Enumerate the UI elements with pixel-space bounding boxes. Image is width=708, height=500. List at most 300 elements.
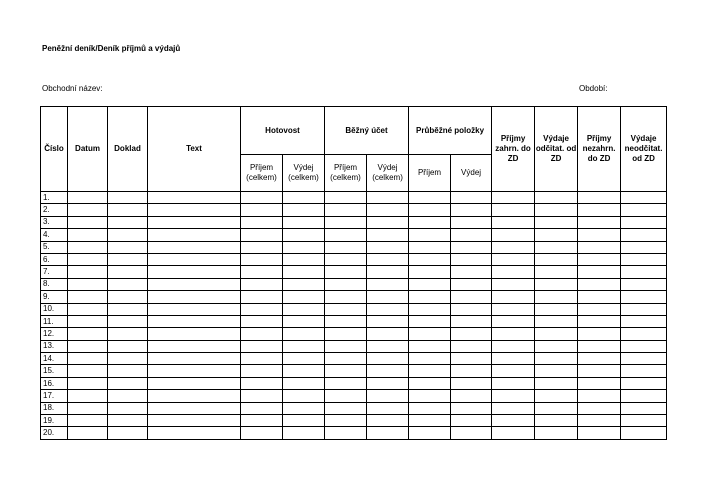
header-prubezne-vydej: Výdej xyxy=(451,155,492,192)
table-cell xyxy=(492,340,535,352)
table-cell xyxy=(68,340,108,352)
table-cell xyxy=(535,328,578,340)
table-cell xyxy=(283,340,325,352)
table-cell xyxy=(283,365,325,377)
table-cell xyxy=(492,415,535,427)
table-cell xyxy=(535,365,578,377)
table-cell xyxy=(451,204,492,216)
table-cell xyxy=(535,353,578,365)
table-row xyxy=(41,229,667,241)
table-cell xyxy=(68,241,108,253)
table-cell xyxy=(621,365,667,377)
table-cell xyxy=(108,278,148,290)
table-cell xyxy=(621,278,667,290)
table-cell xyxy=(108,266,148,278)
table-cell xyxy=(148,315,241,327)
table-cell xyxy=(621,402,667,414)
table-cell xyxy=(325,340,367,352)
table-cell xyxy=(148,278,241,290)
table-cell xyxy=(68,291,108,303)
table-cell xyxy=(492,365,535,377)
table-cell xyxy=(409,192,451,204)
header-bezny-ucet-prijem: Příjem (celkem) xyxy=(325,155,367,192)
header-hotovost: Hotovost xyxy=(241,107,325,155)
business-name-label: Obchodní název: xyxy=(42,84,103,93)
table-cell xyxy=(578,328,621,340)
table-cell xyxy=(621,340,667,352)
table-cell xyxy=(325,402,367,414)
table-row xyxy=(41,402,667,414)
table-cell xyxy=(68,204,108,216)
table-cell xyxy=(578,241,621,253)
table-cell xyxy=(283,427,325,439)
table-cell xyxy=(108,315,148,327)
row-number: 20. xyxy=(41,427,68,439)
header-text: Text xyxy=(148,107,241,192)
table-cell xyxy=(108,241,148,253)
table-cell xyxy=(108,390,148,402)
table-cell xyxy=(621,216,667,228)
table-cell xyxy=(578,192,621,204)
table-cell xyxy=(325,278,367,290)
table-cell xyxy=(241,204,283,216)
table-cell xyxy=(68,402,108,414)
table-cell xyxy=(409,390,451,402)
table-cell xyxy=(148,204,241,216)
table-cell xyxy=(367,328,409,340)
table-row xyxy=(41,253,667,265)
table-cell xyxy=(492,390,535,402)
table-cell xyxy=(367,353,409,365)
row-number: 3. xyxy=(41,216,68,228)
table-cell xyxy=(283,192,325,204)
document-title: Peněžní deník/Deník příjmů a výdajů xyxy=(42,44,181,53)
table-cell xyxy=(535,229,578,241)
table-cell xyxy=(68,415,108,427)
table-cell xyxy=(325,415,367,427)
table-cell xyxy=(409,377,451,389)
table-cell xyxy=(578,229,621,241)
table-cell xyxy=(325,229,367,241)
table-row xyxy=(41,291,667,303)
table-cell xyxy=(108,192,148,204)
table-cell xyxy=(578,303,621,315)
table-cell xyxy=(325,365,367,377)
table-cell xyxy=(578,266,621,278)
table-cell xyxy=(283,241,325,253)
row-number: 16. xyxy=(41,377,68,389)
table-cell xyxy=(492,266,535,278)
table-cell xyxy=(325,241,367,253)
table-cell xyxy=(148,266,241,278)
row-number: 6. xyxy=(41,253,68,265)
table-cell xyxy=(108,377,148,389)
header-prijmy-nezahrn: Příjmy nezahrn. do ZD xyxy=(578,107,621,192)
table-cell xyxy=(409,253,451,265)
table-cell xyxy=(283,253,325,265)
header-doklad: Doklad xyxy=(108,107,148,192)
table-cell xyxy=(451,253,492,265)
table-cell xyxy=(283,377,325,389)
table-cell xyxy=(108,216,148,228)
table-cell xyxy=(283,204,325,216)
table-cell xyxy=(367,365,409,377)
header-vydaje-odcitat: Výdaje odčitat. od ZD xyxy=(535,107,578,192)
table-row xyxy=(41,315,667,327)
table-cell xyxy=(578,253,621,265)
table-cell xyxy=(409,353,451,365)
table-cell xyxy=(578,353,621,365)
table-cell xyxy=(283,328,325,340)
table-cell xyxy=(451,303,492,315)
table-cell xyxy=(621,204,667,216)
table-cell xyxy=(68,315,108,327)
table-cell xyxy=(409,427,451,439)
table-cell xyxy=(451,427,492,439)
table-cell xyxy=(148,328,241,340)
table-cell xyxy=(578,390,621,402)
row-number: 10. xyxy=(41,303,68,315)
table-cell xyxy=(241,315,283,327)
table-row xyxy=(41,377,667,389)
table-row xyxy=(41,365,667,377)
table-cell xyxy=(451,415,492,427)
table-cell xyxy=(621,192,667,204)
table-cell xyxy=(367,427,409,439)
table-cell xyxy=(283,353,325,365)
table-cell xyxy=(621,390,667,402)
table-cell xyxy=(148,216,241,228)
table-cell xyxy=(367,192,409,204)
table-cell xyxy=(68,253,108,265)
table-cell xyxy=(367,415,409,427)
table-cell xyxy=(492,427,535,439)
table-cell xyxy=(283,402,325,414)
table-cell xyxy=(241,303,283,315)
table-cell xyxy=(451,278,492,290)
table-cell xyxy=(241,427,283,439)
row-number: 15. xyxy=(41,365,68,377)
table-cell xyxy=(492,229,535,241)
table-cell xyxy=(283,303,325,315)
table-cell xyxy=(283,315,325,327)
table-cell xyxy=(325,216,367,228)
table-cell xyxy=(492,241,535,253)
table-cell xyxy=(535,415,578,427)
table-cell xyxy=(148,253,241,265)
table-cell xyxy=(367,266,409,278)
table-cell xyxy=(409,303,451,315)
table-cell xyxy=(148,229,241,241)
table-cell xyxy=(367,229,409,241)
table-cell xyxy=(148,415,241,427)
table-cell xyxy=(621,315,667,327)
table-row xyxy=(41,415,667,427)
table-cell xyxy=(367,315,409,327)
table-cell xyxy=(68,216,108,228)
table-cell xyxy=(621,328,667,340)
row-number: 12. xyxy=(41,328,68,340)
header-vydaje-neodcitat: Výdaje neodčitat. od ZD xyxy=(621,107,667,192)
table-cell xyxy=(148,427,241,439)
row-number: 2. xyxy=(41,204,68,216)
table-cell xyxy=(492,328,535,340)
table-cell xyxy=(241,390,283,402)
table-cell xyxy=(451,328,492,340)
table-cell xyxy=(621,241,667,253)
table-cell xyxy=(241,192,283,204)
table-cell xyxy=(409,266,451,278)
row-number: 18. xyxy=(41,402,68,414)
header-prijmy-zahrn: Příjmy zahrn. do ZD xyxy=(492,107,535,192)
table-cell xyxy=(241,415,283,427)
table-cell xyxy=(325,303,367,315)
table-cell xyxy=(367,291,409,303)
table-cell xyxy=(325,291,367,303)
table-cell xyxy=(409,315,451,327)
row-number: 11. xyxy=(41,315,68,327)
table-cell xyxy=(451,192,492,204)
table-cell xyxy=(241,216,283,228)
table-cell xyxy=(451,402,492,414)
table-cell xyxy=(451,216,492,228)
table-cell xyxy=(409,229,451,241)
table-cell xyxy=(68,266,108,278)
table-cell xyxy=(241,253,283,265)
table-cell xyxy=(367,390,409,402)
table-cell xyxy=(68,390,108,402)
table-cell xyxy=(108,340,148,352)
table-cell xyxy=(451,291,492,303)
table-cell xyxy=(148,365,241,377)
header-prubezne-polozky: Průběžné položky xyxy=(409,107,492,155)
table-cell xyxy=(492,278,535,290)
table-cell xyxy=(409,328,451,340)
table-cell xyxy=(108,204,148,216)
table-cell xyxy=(68,303,108,315)
table-cell xyxy=(535,303,578,315)
table-cell xyxy=(108,291,148,303)
table-cell xyxy=(535,278,578,290)
table-cell xyxy=(367,303,409,315)
table-cell xyxy=(621,377,667,389)
table-cell xyxy=(535,241,578,253)
table-cell xyxy=(283,266,325,278)
table-cell xyxy=(241,241,283,253)
table-row xyxy=(41,303,667,315)
table-row xyxy=(41,353,667,365)
table-cell xyxy=(578,340,621,352)
table-cell xyxy=(578,365,621,377)
table-cell xyxy=(451,365,492,377)
table-cell xyxy=(578,402,621,414)
table-cell xyxy=(578,216,621,228)
table-cell xyxy=(621,415,667,427)
table-row xyxy=(41,204,667,216)
table-cell xyxy=(492,353,535,365)
table-cell xyxy=(325,377,367,389)
table-cell xyxy=(621,427,667,439)
table-cell xyxy=(535,291,578,303)
table-cell xyxy=(451,315,492,327)
table-cell xyxy=(325,204,367,216)
table-row xyxy=(41,328,667,340)
row-number: 17. xyxy=(41,390,68,402)
table-cell xyxy=(241,377,283,389)
header-cislo: Číslo xyxy=(41,107,68,192)
table-cell xyxy=(68,229,108,241)
table-cell xyxy=(325,192,367,204)
table-cell xyxy=(409,204,451,216)
table-cell xyxy=(241,328,283,340)
table-cell xyxy=(535,340,578,352)
table-cell xyxy=(409,291,451,303)
table-cell xyxy=(621,291,667,303)
table-cell xyxy=(325,427,367,439)
table-cell xyxy=(492,303,535,315)
table-cell xyxy=(283,229,325,241)
row-number: 8. xyxy=(41,278,68,290)
table-cell xyxy=(451,353,492,365)
table-cell xyxy=(578,278,621,290)
table-cell xyxy=(148,377,241,389)
table-cell xyxy=(535,390,578,402)
table-cell xyxy=(241,340,283,352)
table-cell xyxy=(367,402,409,414)
table-cell xyxy=(108,415,148,427)
table-cell xyxy=(621,353,667,365)
header-hotovost-vydej: Výdej (celkem) xyxy=(283,155,325,192)
table-cell xyxy=(108,402,148,414)
table-cell xyxy=(409,415,451,427)
table-cell xyxy=(492,253,535,265)
table-cell xyxy=(68,377,108,389)
table-cell xyxy=(241,365,283,377)
table-cell xyxy=(621,266,667,278)
table-cell xyxy=(108,427,148,439)
table-cell xyxy=(578,377,621,389)
table-row xyxy=(41,427,667,439)
table-row xyxy=(41,192,667,204)
table-cell xyxy=(108,328,148,340)
table-cell xyxy=(451,377,492,389)
table-cell xyxy=(492,204,535,216)
table-cell xyxy=(325,315,367,327)
table-cell xyxy=(148,402,241,414)
header-bezny-ucet-vydej: Výdej (celkem) xyxy=(367,155,409,192)
table-cell xyxy=(367,216,409,228)
table-cell xyxy=(367,377,409,389)
table-cell xyxy=(148,353,241,365)
table-cell xyxy=(108,365,148,377)
table-cell xyxy=(621,303,667,315)
row-number: 5. xyxy=(41,241,68,253)
table-cell xyxy=(325,328,367,340)
table-cell xyxy=(283,216,325,228)
table-cell xyxy=(492,315,535,327)
table-cell xyxy=(241,353,283,365)
table-cell xyxy=(68,328,108,340)
row-number: 13. xyxy=(41,340,68,352)
table-cell xyxy=(578,415,621,427)
row-number: 4. xyxy=(41,229,68,241)
table-cell xyxy=(241,402,283,414)
table-cell xyxy=(535,266,578,278)
table-cell xyxy=(283,390,325,402)
table-cell xyxy=(367,253,409,265)
table-cell xyxy=(492,216,535,228)
table-cell xyxy=(68,353,108,365)
table-cell xyxy=(492,377,535,389)
table-cell xyxy=(492,192,535,204)
row-number: 14. xyxy=(41,353,68,365)
table-cell xyxy=(409,278,451,290)
table-cell xyxy=(409,340,451,352)
row-number: 7. xyxy=(41,266,68,278)
row-number: 1. xyxy=(41,192,68,204)
table-cell xyxy=(621,253,667,265)
table-cell xyxy=(409,241,451,253)
table-cell xyxy=(535,402,578,414)
header-bezny-ucet: Běžný účet xyxy=(325,107,409,155)
table-cell xyxy=(283,415,325,427)
table-cell xyxy=(451,229,492,241)
table-cell xyxy=(535,377,578,389)
table-cell xyxy=(241,291,283,303)
table-cell xyxy=(535,253,578,265)
table-cell xyxy=(325,253,367,265)
table-cell xyxy=(148,291,241,303)
table-cell xyxy=(578,291,621,303)
table-cell xyxy=(621,229,667,241)
table-cell xyxy=(283,278,325,290)
table-cell xyxy=(108,303,148,315)
period-label: Období: xyxy=(579,84,608,93)
table-cell xyxy=(535,427,578,439)
table-row xyxy=(41,390,667,402)
header-prubezne-prijem: Příjem xyxy=(409,155,451,192)
table-cell xyxy=(148,303,241,315)
header-datum: Datum xyxy=(68,107,108,192)
table-cell xyxy=(451,340,492,352)
table-cell xyxy=(367,241,409,253)
cash-book-table xyxy=(40,106,667,440)
table-row xyxy=(41,266,667,278)
table-cell xyxy=(535,216,578,228)
table-cell xyxy=(578,427,621,439)
table-cell xyxy=(578,315,621,327)
table-cell xyxy=(535,204,578,216)
table-cell xyxy=(409,402,451,414)
row-number: 9. xyxy=(41,291,68,303)
table-cell xyxy=(451,266,492,278)
table-cell xyxy=(492,402,535,414)
table-cell xyxy=(68,192,108,204)
table-cell xyxy=(283,291,325,303)
table-cell xyxy=(68,427,108,439)
table-cell xyxy=(241,278,283,290)
table-cell xyxy=(451,241,492,253)
row-number: 19. xyxy=(41,415,68,427)
table-cell xyxy=(148,390,241,402)
table-cell xyxy=(409,365,451,377)
table-cell xyxy=(367,204,409,216)
table-cell xyxy=(68,365,108,377)
table-cell xyxy=(367,340,409,352)
table-cell xyxy=(68,278,108,290)
table-cell xyxy=(108,229,148,241)
table-row xyxy=(41,241,667,253)
